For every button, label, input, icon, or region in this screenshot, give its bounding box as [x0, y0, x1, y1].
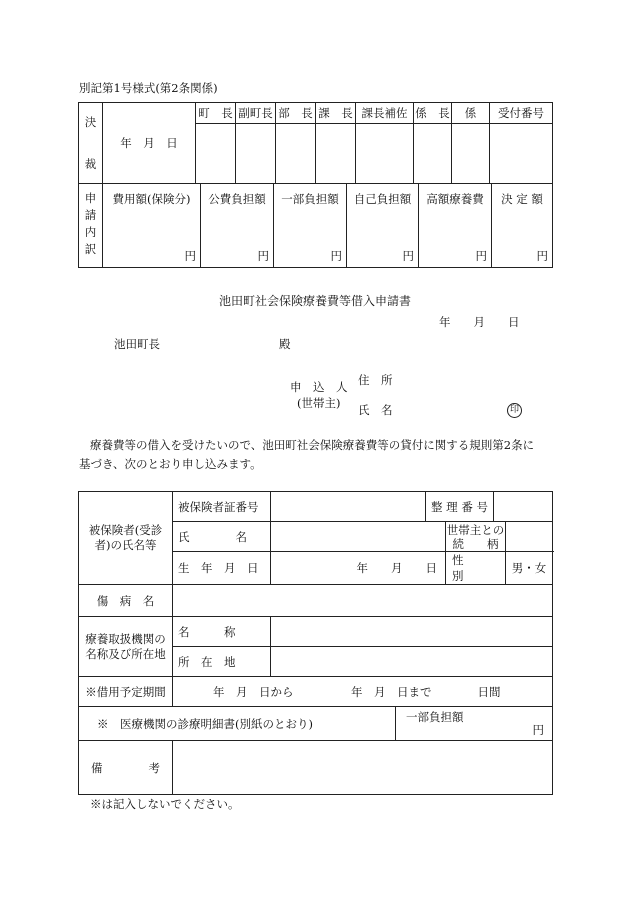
header-kacho: 課 長	[316, 103, 356, 124]
stamp-cell[interactable]	[452, 124, 490, 184]
stamp-cell[interactable]	[276, 124, 316, 184]
footnote: ※は記入しないでください。	[90, 797, 240, 811]
header-bucho: 部 長	[276, 103, 316, 124]
stamp-cell[interactable]	[196, 124, 236, 184]
name-field-label: 氏 名	[173, 522, 271, 552]
header-chocho: 町 長	[196, 103, 236, 124]
facility-address-input[interactable]	[271, 647, 553, 677]
document-title: 池田町社会保険療養費等借入申請書	[219, 294, 412, 308]
header-kakari: 係	[452, 103, 490, 124]
insured-label	[79, 492, 173, 585]
seal-mark	[507, 401, 522, 418]
kessai-bottom: 裁	[84, 157, 97, 171]
approval-date: 年 月 日	[103, 103, 196, 184]
name-input[interactable]	[271, 522, 446, 552]
partial-payment-cell[interactable]	[396, 707, 553, 741]
facility-name-input[interactable]	[271, 617, 553, 647]
breakdown-cell[interactable]	[201, 184, 274, 268]
sex-label: 性 別	[446, 552, 506, 585]
ref-no-label: 整 理 番 号	[426, 492, 494, 522]
yen-unit: 円	[257, 249, 269, 263]
facility-label-text: 療養取扱機関の名称及び所在地	[85, 631, 166, 661]
applicant-label: 申 込 人	[290, 380, 348, 394]
relation-input[interactable]	[506, 522, 553, 552]
breakdown-header: 費用額(保険分)	[112, 192, 191, 206]
yen-unit: 円	[536, 249, 548, 263]
breakdown-header: 公費負担額	[208, 192, 266, 206]
header-receipt-no: 受付番号	[490, 103, 553, 124]
header-kacho-hosa: 課長補佐	[356, 103, 414, 124]
remarks-label: 備 考	[79, 741, 173, 795]
relation-label	[446, 522, 506, 552]
body-text-line-1: 療養費等の借入を受けたいので、池田町社会保険療養費等の貸付に関する規則第2条に	[90, 438, 535, 452]
sex-value[interactable]: 男・女	[506, 552, 553, 585]
address-label: 住 所	[358, 373, 393, 387]
stamp-cell[interactable]	[316, 124, 356, 184]
breakdown-cell[interactable]	[492, 184, 553, 268]
partial-payment-unit: 円	[532, 723, 545, 737]
addressee: 池田町長	[114, 337, 160, 351]
stamp-cell[interactable]	[356, 124, 414, 184]
breakdown-header: 高額療養費	[426, 192, 484, 206]
yen-unit: 円	[475, 249, 487, 263]
header-kakaricho: 係 長	[414, 103, 452, 124]
kessai-top: 決	[84, 115, 97, 129]
injury-input[interactable]	[173, 585, 553, 617]
period-label: ※借用予定期間	[79, 677, 173, 707]
yen-unit: 円	[184, 249, 196, 263]
insured-label-text: 被保険者(受診者)の氏名等	[88, 523, 163, 552]
birth-input[interactable]: 年 月 日	[271, 552, 446, 585]
stamp-cell[interactable]	[414, 124, 452, 184]
kessai-cell	[79, 103, 103, 184]
injury-label: 傷 病 名	[79, 585, 173, 617]
breakdown-cell[interactable]	[419, 184, 492, 268]
body-text-line-2: 基づき、次のとおり申し込みます。	[79, 457, 262, 471]
receipt-no-cell[interactable]	[490, 124, 553, 184]
seal-icon: 印	[507, 403, 522, 418]
name-label: 氏 名	[358, 403, 393, 417]
period-input[interactable]: 年 月 日から 年 月 日まで 日間	[173, 677, 553, 707]
breakdown-label: 申 請 内 訳	[79, 184, 103, 268]
details-table	[78, 491, 553, 795]
partial-payment-label: 一部負担額	[406, 710, 464, 724]
statement-cell: ※ 医療機関の診療明細書(別紙のとおり)	[79, 707, 396, 741]
yen-unit: 円	[330, 249, 342, 263]
form-label: 別記第1号様式(第2条関係)	[79, 81, 218, 95]
relation-label-1: 世帯主との	[446, 522, 505, 537]
cert-no-label: 被保険者証番号	[173, 492, 271, 522]
applicant-sublabel: (世帯主)	[297, 396, 341, 410]
breakdown-header: 一部負担額	[281, 192, 339, 206]
breakdown-header: 自己負担額	[353, 192, 412, 206]
honorific: 殿	[279, 337, 291, 351]
breakdown-cell[interactable]	[347, 184, 419, 268]
remarks-input[interactable]	[173, 741, 553, 795]
facility-label	[79, 617, 173, 677]
breakdown-cell[interactable]	[103, 184, 201, 268]
facility-name-label: 名 称	[173, 617, 271, 647]
yen-unit: 円	[402, 249, 414, 263]
facility-address-label: 所 在 地	[173, 647, 271, 677]
ref-no-input[interactable]	[494, 492, 553, 522]
header-fukuchocho: 副町長	[236, 103, 276, 124]
relation-label-2: 続 柄	[452, 536, 499, 551]
breakdown-cell[interactable]	[274, 184, 347, 268]
birth-label: 生 年 月 日	[173, 552, 271, 585]
breakdown-table	[78, 183, 553, 268]
breakdown-header: 決 定 額	[501, 192, 543, 206]
approval-table	[78, 102, 553, 184]
application-date: 年 月 日	[439, 315, 520, 329]
cert-no-input[interactable]	[271, 492, 426, 522]
stamp-cell[interactable]	[236, 124, 276, 184]
